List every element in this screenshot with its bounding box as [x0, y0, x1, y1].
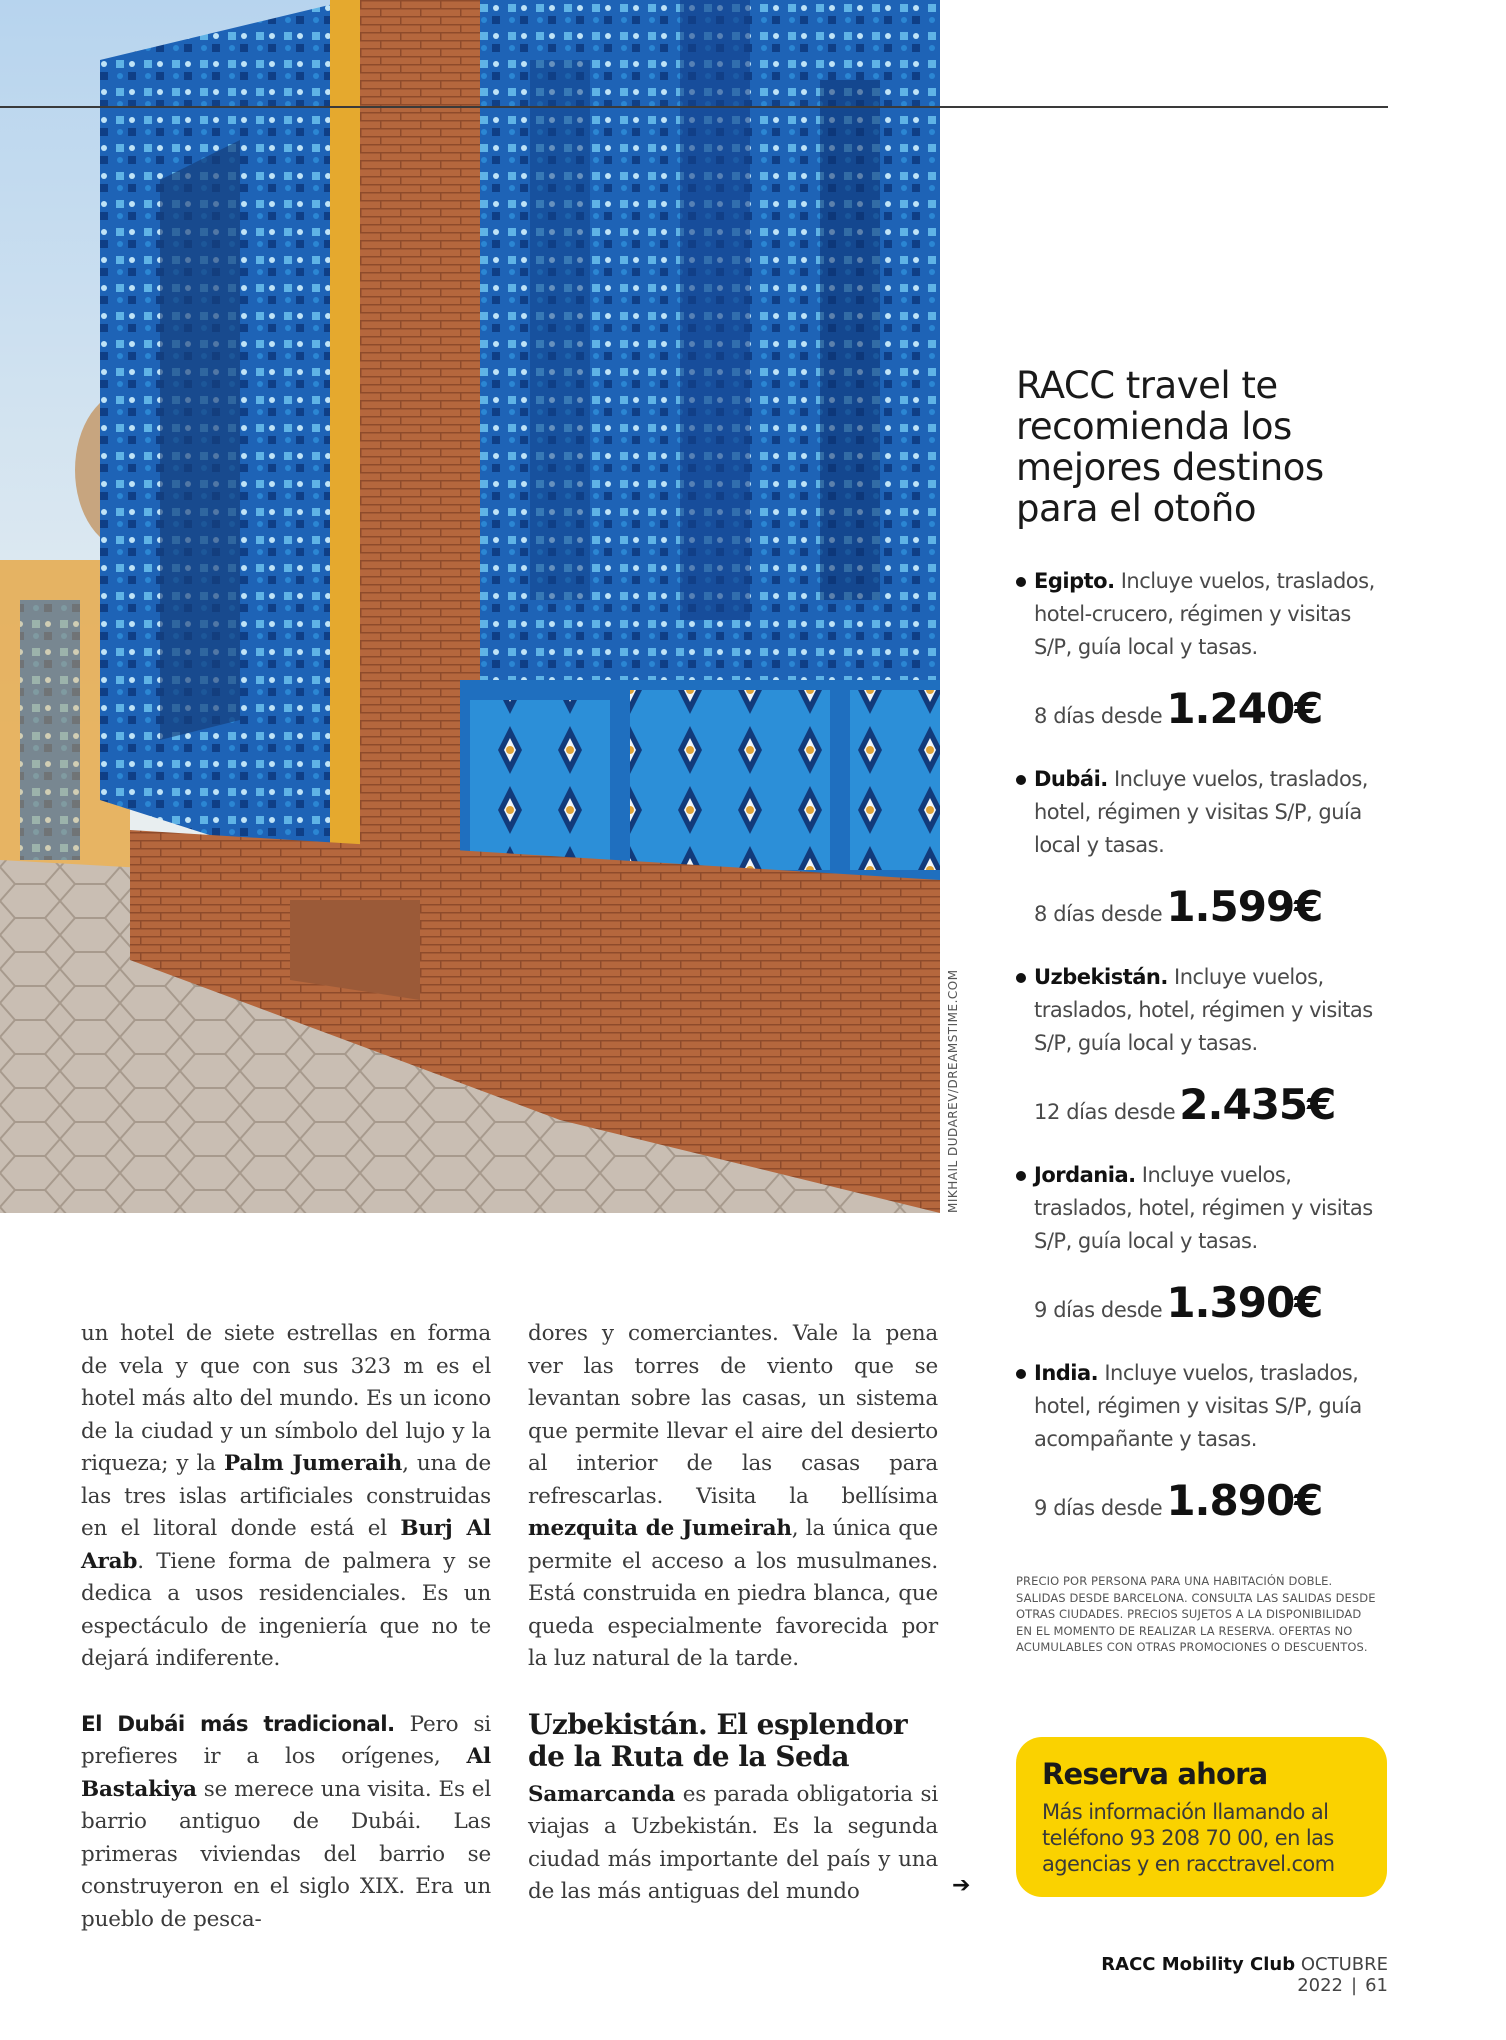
issue-date: OCTUBRE 2022	[1297, 1954, 1388, 1996]
arrow-right-icon: ➔	[952, 1873, 971, 1898]
highlight-burj-al-arab: Burj Al Arab	[81, 1516, 491, 1574]
offer-details: Incluye vuelos, traslados, hotel, régimen y visitas S/P, guía local y tasas.	[1034, 767, 1368, 857]
offer-egipto	[1016, 565, 1388, 733]
offer-price: 1.599€	[1166, 882, 1323, 931]
paragraph	[528, 1779, 938, 1909]
paragraph	[528, 1318, 938, 1676]
offer-details: Incluye vuelos, traslados, hotel, régimen y visitas S/P, guía local y tasas.	[1034, 1163, 1373, 1253]
paragraph	[81, 1709, 491, 1937]
text-run: se merece una visita. Es el barrio antiguo de Dubái. Las primeras viviendas del barrio se construyeron en el siglo XIX. Era un pueblo de pesca-	[81, 1776, 491, 1932]
reserve-callout[interactable]	[1016, 1737, 1387, 1897]
cta-title: Reserva ahora	[1042, 1757, 1268, 1791]
mausoleum-illustration	[0, 0, 940, 1213]
bullet-icon	[1016, 973, 1026, 983]
offer-destination: Dubái.	[1034, 767, 1108, 791]
offer-destination: Jordania.	[1034, 1163, 1136, 1187]
offer-details: Incluye vuelos, traslados, hotel, régimen y visitas S/P, guía acompañante y tasas.	[1034, 1361, 1362, 1451]
text-run: . Tiene forma de palmera y se dedica a usos residenciales. Es un espectáculo de ingeniería que no te dejará indiferente.	[81, 1548, 491, 1671]
page-number: 61	[1365, 1975, 1388, 1996]
travel-sidebar	[1016, 365, 1388, 1555]
offer-destination: India.	[1034, 1361, 1099, 1385]
offer-duration: 9 días desde	[1034, 1298, 1163, 1322]
offer-duration: 8 días desde	[1034, 704, 1163, 728]
offer-price-line	[1034, 1278, 1388, 1327]
article-column-1	[81, 1318, 491, 1936]
bullet-icon	[1016, 1369, 1026, 1379]
offer-description	[1034, 1357, 1388, 1456]
section-heading: Uzbekistán. El esplendor de la Ruta de la Seda	[528, 1707, 908, 1773]
offer-price: 2.435€	[1179, 1080, 1336, 1129]
text-run: es parada obligatoria si viajas a Uzbekistán. Es la segunda ciudad más importante del país y una de las más antiguas del mundo	[528, 1781, 938, 1904]
offer-description	[1034, 961, 1388, 1060]
offer-jordania	[1016, 1159, 1388, 1327]
offer-price: 1.390€	[1166, 1278, 1323, 1327]
bullet-icon	[1016, 1171, 1026, 1181]
highlight-mezquita: mezquita de Jumeirah	[528, 1516, 792, 1541]
offer-description	[1034, 565, 1388, 664]
highlight-palm-jumeraih: Palm Jumeraih	[223, 1451, 403, 1476]
offer-price-line	[1034, 684, 1388, 733]
offer-duration: 8 días desde	[1034, 902, 1163, 926]
offer-india	[1016, 1357, 1388, 1525]
bullet-icon	[1016, 775, 1026, 785]
offer-description	[1034, 1159, 1388, 1258]
offer-price-line	[1034, 882, 1388, 931]
highlight-samarcanda: Samarcanda	[528, 1781, 676, 1807]
offer-description	[1034, 763, 1388, 862]
offer-details: Incluye vuelos, traslados, hotel-crucero, régimen y visitas S/P, guía local y tasas.	[1034, 569, 1375, 659]
spacer	[81, 1676, 491, 1709]
bullet-icon	[1016, 577, 1026, 587]
offer-price-line	[1034, 1080, 1388, 1129]
cta-text: Más información llamando al teléfono 93 208 70 00, en las agencias y en racctravel.com	[1042, 1800, 1335, 1876]
text-run: un hotel de siete estrellas en forma de vela y que con sus 323 m es el hotel más alto del mundo. Es un icono de la ciudad y un símbolo del lujo y la riqueza; y la	[81, 1321, 491, 1476]
spacer	[528, 1676, 938, 1709]
text-run: Pero si prefieres ir a los orígenes,	[81, 1711, 491, 1769]
text-run: , una de las tres islas artificiales construidas en el litoral donde está el	[81, 1451, 491, 1541]
sidebar-title: RACC travel te recomienda los mejores destinos para el otoño	[1016, 364, 1324, 530]
separator: |	[1351, 1975, 1358, 1996]
offer-details: Incluye vuelos, traslados, hotel, régimen y visitas S/P, guía local y tasas.	[1034, 965, 1373, 1055]
hero-photo	[0, 0, 940, 1213]
offer-duration: 12 días desde	[1034, 1100, 1176, 1124]
page-footer	[1043, 1954, 1388, 1996]
offer-uzbekistan	[1016, 961, 1388, 1129]
offer-price: 1.240€	[1166, 684, 1323, 733]
paragraph	[81, 1318, 491, 1676]
article-column-2	[528, 1318, 938, 1909]
highlight-al-bastakiya: Al Bastakiya	[81, 1744, 491, 1802]
text-run: dores y comerciantes. Vale la pena ver las torres de viento que se levantan sobre las casas, un sistema que permite llevar el aire del desierto al interior de las casas para refrescarlas. Visita la bellísima	[528, 1321, 938, 1509]
top-rule	[0, 106, 1388, 108]
paragraph-lead: El Dubái más tradicional.	[81, 1711, 395, 1737]
text-run: , la única que permite el acceso a los musulmanes. Está construida en piedra blanca, que queda especialmente favorecida por la luz natural de la tarde.	[528, 1516, 938, 1671]
offer-price: 1.890€	[1166, 1476, 1323, 1525]
photo-credit: MIKHAIL DUDAREV/DREAMSTIME.COM	[946, 969, 960, 1213]
offer-destination: Uzbekistán.	[1034, 965, 1168, 989]
offer-dubai	[1016, 763, 1388, 931]
publication-name: RACC Mobility Club	[1101, 1954, 1296, 1975]
offer-duration: 9 días desde	[1034, 1496, 1163, 1520]
offer-price-line	[1034, 1476, 1388, 1525]
price-disclaimer: PRECIO POR PERSONA PARA UNA HABITACIÓN DOBLE. SALIDAS DESDE BARCELONA. CONSULTA LAS SALIDAS DESDE OTRAS CIUDADES. PRECIOS SUJETOS A LA DISPONIBILIDAD EN EL MOMENTO DE REALIZAR LA RESERVA. OFERTAS NO ACUMULABLES CON OTRAS PROMOCIONES O DESCUENTOS.	[1016, 1574, 1376, 1654]
offer-destination: Egipto.	[1034, 569, 1115, 593]
